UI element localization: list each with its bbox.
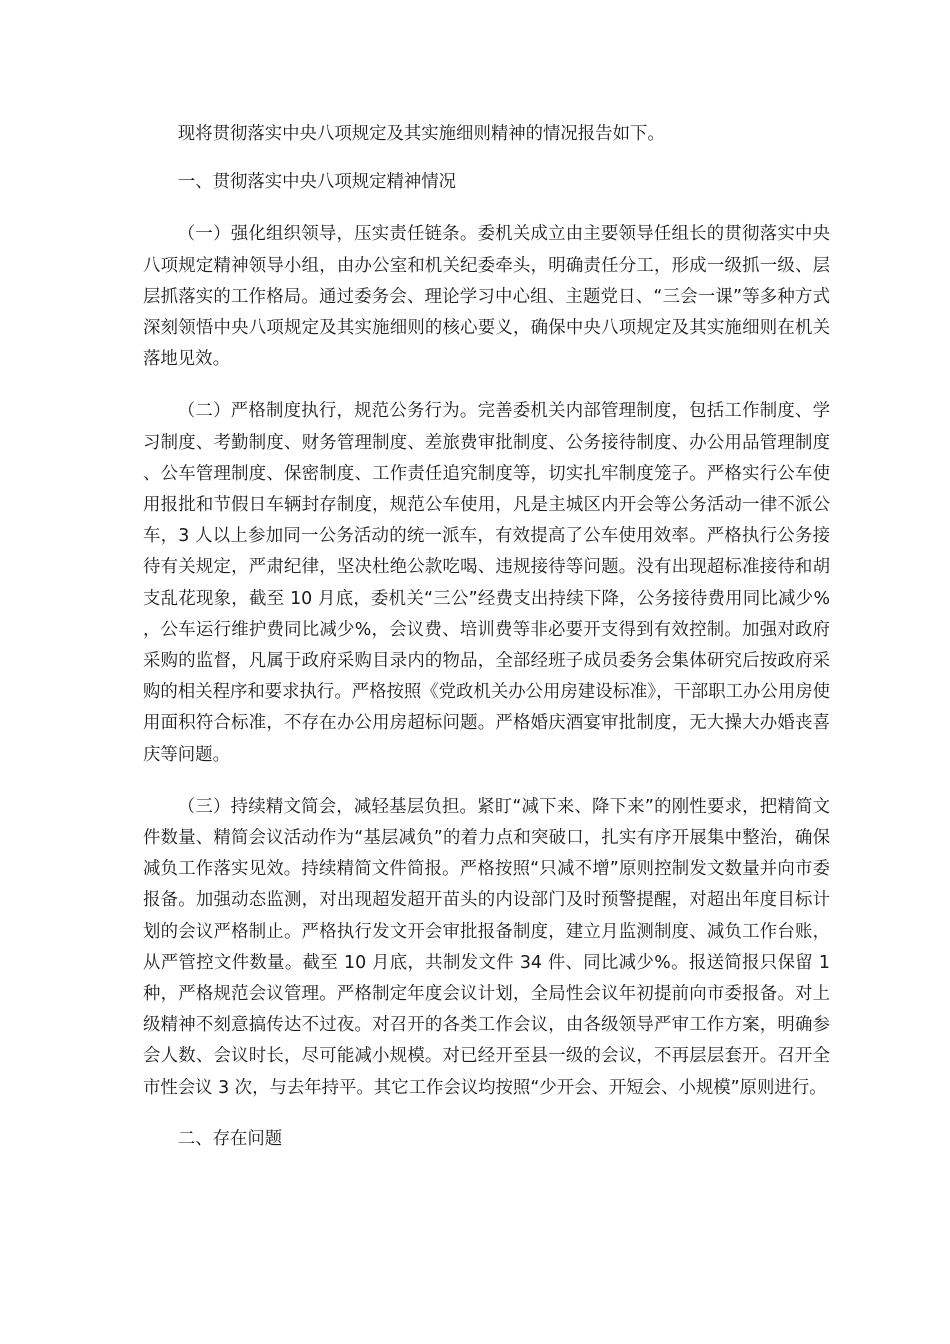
document-page [143, 119, 830, 1155]
section-heading-1: 一、贯彻落实中央八项规定精神情况 [177, 172, 457, 193]
paragraph-organization: （一）强化组织领导，压实责任链条。委机关成立由主要领导任组长的贯彻落实中央八项规定精神领导小组，由办公室和机关纪委牵头，明确责任分工，形成一级抓一级、层层抓落实的工作格局。通过委务会、理论学习中心组、主题党日、“三会一课”等多种方式深刻领悟中央八项规定及其实施细则的核心要义，确保中央八项规定及其实施细则在机关落地见效。 [143, 224, 830, 370]
section-heading-2: 二、存在问题 [177, 1128, 283, 1149]
paragraph-streamline-meetings: （三）持续精文简会，减轻基层负担。紧盯“减下来、降下来”的刚性要求，把精简文件数量、精简会议活动作为“基层减负”的着力点和突破口，扎实有序开展集中整治，确保减负工作落实见效。持续精简文件简报。严格按照“只减不增”原则控制发文数量并向市委报备。加强动态监测，对出现超发超开苗头的内设部门及时预警提醒，对超出年度目标计划的会议严格制止。严格执行发文开会审批报备制度，建立月监测制度、减负工作台账，从严管控文件数量。截至 10 月底，共制发文件 34 件、同比减少%。报送简报只保留 1 种，严格规范会议管理。严格制定年度会议计划，全局性会议年初提前向市委报备。对上级精神不刻意搞传达不过夜。对召开的各类工作会议，由各级领导严审工作方案，明确参会人数、会议时长，尽可能减小规模。对已经开至县一级的会议，不再层层套开。召开全市性会议 3 次，与去年持平。其它工作会议均按照“少开会、开短会、小规模”原则进行。 [143, 796, 830, 1098]
intro-paragraph: 现将贯彻落实中央八项规定及其实施细则精神的情况报告如下。 [177, 124, 665, 144]
paragraph-system-execution: （二）严格制度执行，规范公务行为。完善委机关内部管理制度，包括工作制度、学习制度、考勤制度、财务管理制度、差旅费审批制度、公务接待制度、办公用品管理制度、公车管理制度、保密制度、工作责任追究制度等，切实扎牢制度笼子。严格实行公车使用报批和节假日车辆封存制度，规范公车使用，凡是主城区内开会等公务活动一律不派公车，3 人以上参加同一公务活动的统一派车，有效提高了公车使用效率。严格执行公务接待有关规定，严肃纪律，坚决杜绝公款吃喝、违规接待等问题。没有出现超标准接待和胡支乱花现象，截至 10 月底，委机关“三公”经费支出持续下降，公务接待费用同比减少%，公车运行维护费同比减少%，会议费、培训费等非必要开支得到有效控制。加强对政府采购的监督，凡属于政府采购目录内的物品，全部经班子成员委务会集体研究后按政府采购的相关程序和要求执行。严格按照《党政机关办公用房建设标准》，干部职工办公用房使用面积符合标准，不存在办公用房超标问题。严格婚庆酒宴审批制度，无大操大办婚丧喜庆等问题。 [143, 401, 830, 765]
